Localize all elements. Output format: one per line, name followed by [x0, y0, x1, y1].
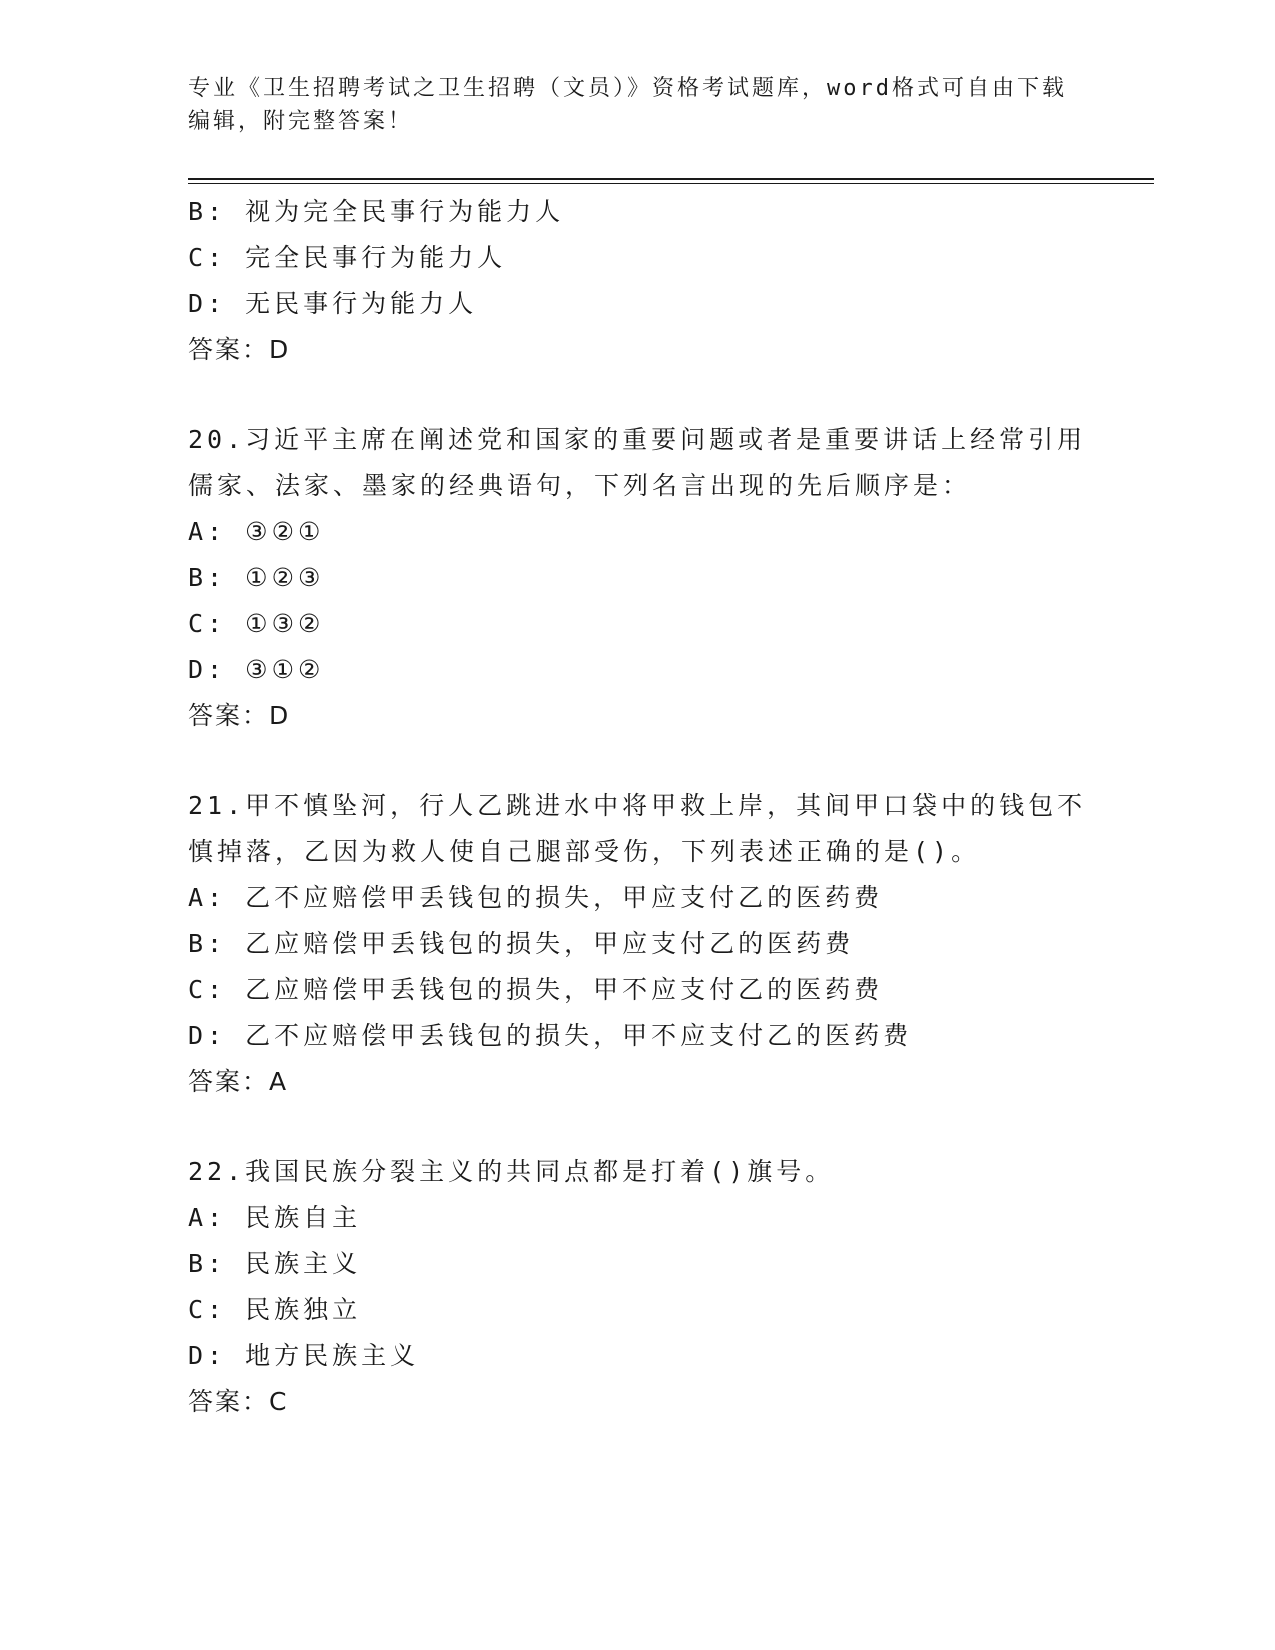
option-d: D: 地方民族主义 — [188, 1341, 420, 1370]
page-header — [188, 72, 1068, 138]
question-19-continued — [188, 189, 1088, 373]
header-divider-thin — [188, 183, 1154, 184]
answer-line: 答案：C — [188, 1387, 289, 1416]
question-20 — [188, 417, 1088, 739]
header-title-line2: 编辑，附完整答案！ — [188, 109, 414, 134]
document-body — [188, 189, 1088, 1425]
answer-line: 答案：D — [188, 335, 291, 364]
option-d: D: 无民事行为能力人 — [188, 289, 478, 318]
option-b: B: 视为完全民事行为能力人 — [188, 197, 565, 226]
question-text: 22.我国民族分裂主义的共同点都是打着()旗号。 — [188, 1157, 835, 1186]
option-d: D: ③①② — [188, 655, 325, 684]
option-b: B: 民族主义 — [188, 1249, 362, 1278]
header-divider — [188, 178, 1154, 180]
option-a: A: 乙不应赔偿甲丢钱包的损失，甲应支付乙的医药费 — [188, 883, 884, 912]
option-a: A: 民族自主 — [188, 1203, 362, 1232]
question-text: 儒家、法家、墨家的经典语句，下列名言出现的先后顺序是： — [188, 471, 972, 500]
option-b: B: ①②③ — [188, 563, 325, 592]
option-c: C: 民族独立 — [188, 1295, 362, 1324]
answer-line: 答案：D — [188, 701, 291, 730]
option-d: D: 乙不应赔偿甲丢钱包的损失，甲不应支付乙的医药费 — [188, 1021, 913, 1050]
option-b: B: 乙应赔偿甲丢钱包的损失，甲应支付乙的医药费 — [188, 929, 855, 958]
question-22 — [188, 1149, 1088, 1425]
answer-line: 答案：A — [188, 1067, 289, 1096]
question-text: 21.甲不慎坠河，行人乙跳进水中将甲救上岸，其间甲口袋中的钱包不 — [188, 791, 1087, 820]
option-c: C: 乙应赔偿甲丢钱包的损失，甲不应支付乙的医药费 — [188, 975, 884, 1004]
option-c: C: 完全民事行为能力人 — [188, 243, 507, 272]
question-21 — [188, 783, 1088, 1105]
option-c: C: ①③② — [188, 609, 325, 638]
header-title-line1: 专业《卫生招聘考试之卫生招聘（文员）》资格考试题库，word格式可自由下载 — [188, 76, 1067, 101]
option-a: A: ③②① — [188, 517, 325, 546]
question-text: 20.习近平主席在阐述党和国家的重要问题或者是重要讲话上经常引用 — [188, 425, 1087, 454]
question-text: 慎掉落，乙因为救人使自己腿部受伤，下列表述正确的是()。 — [188, 837, 981, 866]
